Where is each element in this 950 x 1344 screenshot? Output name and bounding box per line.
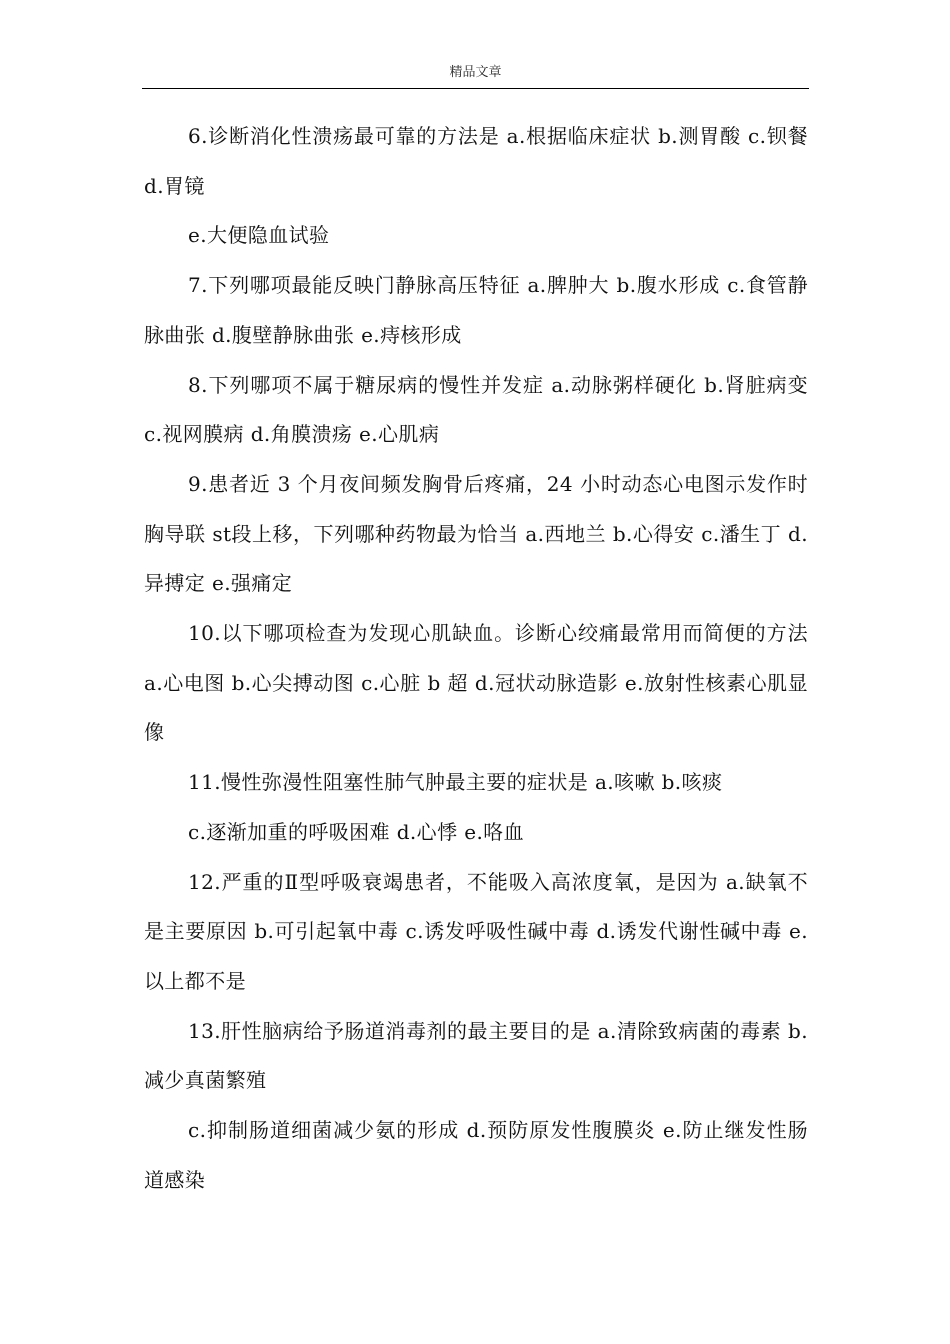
question-13: 13.肝性脑病给予肠道消毒剂的最主要目的是 a.清除致病菌的毒素 b.减少真菌繁殖 [144, 1018, 808, 1093]
question-12: 12.严重的Ⅱ型呼吸衰竭患者，不能吸入高浓度氧，是因为 a.缺氧不是主要原因 b.可引起氧中毒 c.诱发呼吸性碱中毒 d.诱发代谢性碱中毒 e.以上都不是 [144, 869, 808, 993]
header-divider [142, 88, 809, 89]
question-8: 8.下列哪项不属于糖尿病的慢性并发症 a.动脉粥样硬化 b.肾脏病变 c.视网膜病 d.角膜溃疡 e.心肌病 [144, 372, 808, 447]
question-7: 7.下列哪项最能反映门静脉高压特征 a.脾肿大 b.腹水形成 c.食管静脉曲张 d.腹壁静脉曲张 e.痔核形成 [144, 273, 808, 347]
question-6-option-e: e.大便隐血试验 [188, 223, 330, 248]
question-6: 6.诊断消化性溃疡最可靠的方法是 a.根据临床症状 b.测胃酸 c.钡餐 d.胃镜 [144, 124, 808, 198]
page-header-title: 精品文章 [449, 65, 502, 80]
question-11: 11.慢性弥漫性阻塞性肺气肿最主要的症状是 a.咳嗽 b.咳痰 [188, 770, 723, 795]
question-13-options: c.抑制肠道细菌减少氨的形成 d.预防原发性腹膜炎 e.防止继发性肠道感染 [144, 1118, 808, 1192]
question-11-options: c.逐渐加重的呼吸困难 d.心悸 e.咯血 [188, 819, 525, 844]
question-9: 9.患者近 3 个月夜间频发胸骨后疼痛，24 小时动态心电图示发作时胸导联 st段上移，下列哪种药物最为恰当 a.西地兰 b.心得安 c.潘生丁 d.异搏定 e.强痛定 [144, 471, 808, 596]
question-10: 10.以下哪项检查为发现心肌缺血。诊断心绞痛最常用而简便的方法 a.心电图 b.心尖搏动图 c.心脏 b 超 d.冠状动脉造影 e.放射性核素心肌显像 [144, 621, 808, 745]
document-body [144, 112, 808, 1205]
